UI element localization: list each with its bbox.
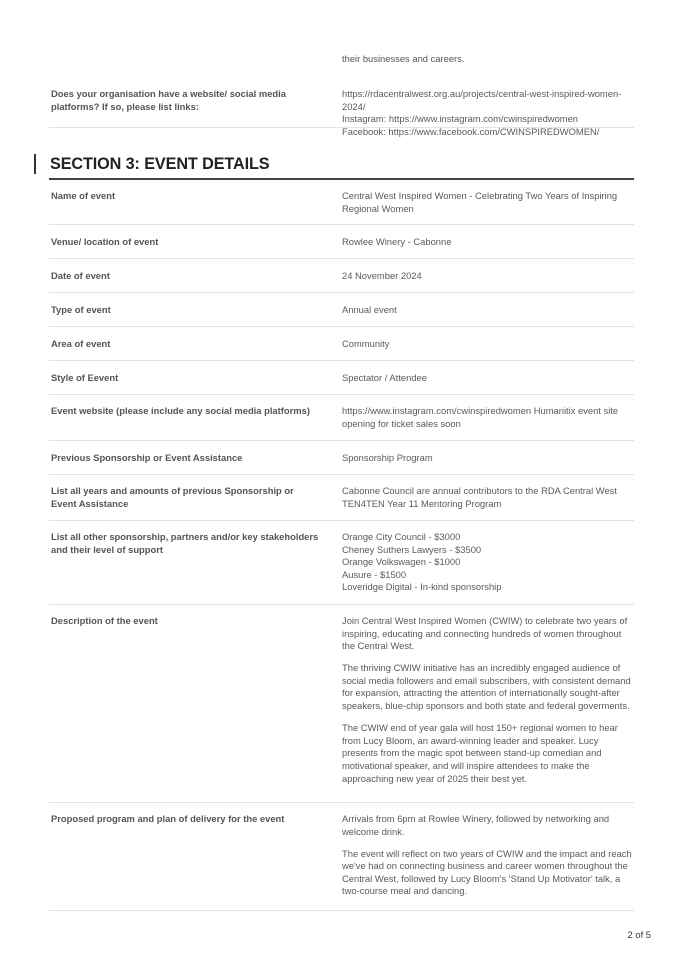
answer-value (342, 813, 634, 898)
answer-paragraph: The event will reflect on two years of CWIW and the impact and reach we've had on connecting business and career women throughout the Central West, followed by Lucy Bloom's 'Stand Up Motivator' talk, a two-course meal and dancing. (342, 847, 632, 897)
continued-answer-text: their businesses and careers. (342, 53, 465, 64)
row-other-sponsorship (49, 521, 634, 605)
answer-paragraph: Arrivals from 6pm at Rowlee Winery, followed by networking and welcome drink. (342, 813, 610, 837)
question-label: Style of Eevent (51, 372, 119, 383)
answer-paragraph: Sponsorship Program (342, 452, 433, 463)
answer-paragraph: Cabonne Council are annual contributors to the RDA Central West TEN4TEN Year 11 Mentoring Program (342, 485, 617, 509)
page-number: 2 of 5 (627, 929, 651, 940)
answer-value (342, 531, 634, 594)
question-label: Name of event (51, 190, 116, 201)
answer-paragraph: Rowlee Winery - Cabonne (342, 236, 452, 247)
question-label: Date of event (51, 270, 110, 281)
answer-value (342, 615, 634, 785)
facebook-link[interactable]: Facebook: https://www.facebook.com/CWINSPIREDWOMEN/ (342, 125, 600, 137)
answer-value (342, 338, 634, 351)
question-label: List all other sponsorship, partners and/or key stakeholders and their level of support (51, 531, 319, 555)
section-title: SECTION 3: EVENT DETAILS (50, 155, 270, 173)
question-label: Previous Sponsorship or Event Assistance (51, 452, 243, 463)
sponsor-line: Cheney Suthers Lawyers - $3500 (342, 543, 482, 555)
answer-paragraph: Spectator / Attendee (342, 372, 427, 383)
question-label: Does your organisation have a website/ social media platforms? If so, please list links: (51, 88, 286, 112)
answer-paragraph: Annual event (342, 304, 397, 315)
answer-value (342, 270, 634, 283)
answer-value (342, 372, 634, 385)
answer-value (342, 452, 634, 465)
question-label: List all years and amounts of previous Sponsorship or Event Assistance (51, 485, 294, 509)
question-label: Area of event (51, 338, 111, 349)
row-date (49, 259, 634, 293)
answer-paragraph: https://www.instagram.com/cwinspiredwomen Humanitix event site opening for ticket sales soon (342, 405, 619, 429)
answer-paragraph: Central West Inspired Women - Celebrating Two Years of Inspiring Regional Women (342, 190, 618, 214)
instagram-link[interactable]: Instagram: https://www.instagram.com/cwinspiredwomen (342, 113, 579, 125)
question-label: Proposed program and plan of delivery for the event (51, 813, 285, 824)
row-previous-sponsorship (49, 441, 634, 475)
sponsor-line: Loveridge Digital - In-kind sponsorship (342, 581, 502, 593)
text-cursor-marker (34, 154, 36, 174)
answer-value (342, 236, 634, 249)
answer-paragraph: 24 November 2024 (342, 270, 422, 281)
answer-paragraph: Join Central West Inspired Women (CWIW) to celebrate two years of inspiring, educating and connecting hundreds of women throughout the Central West. (342, 615, 628, 652)
row-name-of-event (49, 180, 634, 225)
row-description (49, 605, 634, 803)
sponsor-line: Ausure - $1500 (342, 568, 407, 580)
question-label: Description of the event (51, 615, 158, 626)
row-previous-amounts (49, 475, 634, 521)
answer-paragraph: The CWIW end of year gala will host 150+ regional women to hear from Lucy Bloom, an award-winning leader and speaker. Lucy presents from the magic spot between stand-up comedian and motivational speaker, and will inspire attendees to make the approaching new year of 2025 their best yet. (342, 722, 618, 784)
row-program (49, 803, 634, 911)
row-area (49, 327, 634, 361)
question-label: Event website (please include any social media platforms) (51, 405, 310, 416)
question-label: Type of event (51, 304, 111, 315)
row-venue (49, 225, 634, 259)
answer-paragraph: Community (342, 338, 390, 349)
answer-value (342, 405, 634, 430)
question-label: Venue/ location of event (51, 236, 159, 247)
row-type (49, 293, 634, 327)
answer-paragraph: The thriving CWIW initiative has an incredibly engaged audience of social media followers and email subscribers, with consistent demand for expansion, attracting the attention of internationally sought-after speakers, blue-chip sponsors and both state and federal goverments. (342, 662, 631, 712)
row-event-website (49, 395, 634, 441)
sponsor-line: Orange City Council - $3000 (342, 531, 461, 542)
answer-value (342, 304, 634, 317)
row-website-question (49, 74, 634, 137)
row-style (49, 361, 634, 395)
answer-value (342, 190, 634, 215)
answer-value (342, 485, 634, 510)
answer-value (342, 88, 634, 138)
sponsor-line: Orange Volkswagen - $1000 (342, 556, 461, 568)
website-link[interactable]: https://rdacentralwest.org.au/projects/central-west-inspired-women-2024/ (342, 88, 622, 112)
